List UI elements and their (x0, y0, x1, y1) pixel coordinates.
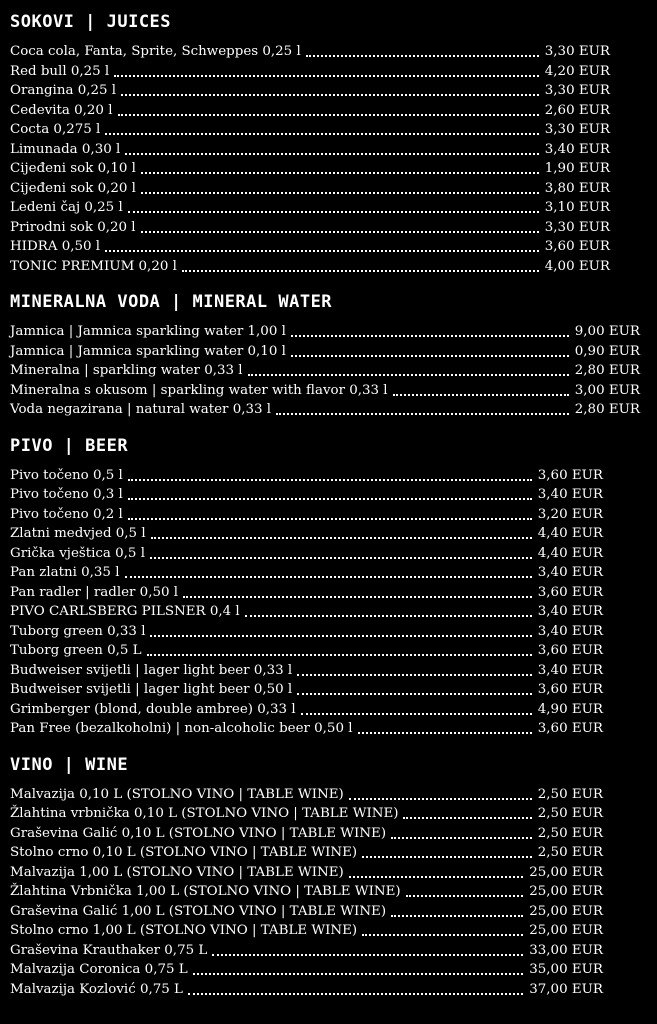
dot-leader (297, 680, 532, 695)
item-name: Grimberger (blond, double ambree) 0,33 l (10, 700, 299, 720)
menu-item (10, 863, 650, 883)
menu-item (10, 485, 650, 505)
item-price: 3,40 EUR (536, 622, 603, 642)
dot-leader (150, 544, 532, 559)
item-name: Jamnica | Jamnica sparkling water 1,00 l (10, 322, 289, 342)
dot-leader (125, 140, 539, 155)
section-wine (10, 753, 650, 1000)
dot-leader (128, 198, 539, 213)
item-price: 25,00 EUR (527, 902, 603, 922)
item-name: Mineralna s okusom | sparkling water with flavor 0,33 l (10, 381, 391, 401)
menu-item (10, 466, 650, 486)
menu-item (10, 237, 650, 257)
item-price: 1,90 EUR (543, 159, 610, 179)
menu-item (10, 120, 650, 140)
item-name: Mineralna | sparkling water 0,33 l (10, 361, 246, 381)
item-price: 3,60 EUR (536, 466, 603, 486)
dot-leader (291, 342, 569, 357)
section-mineral-water (10, 290, 650, 420)
item-name: Malvazija Coronica 0,75 L (10, 960, 191, 980)
item-price: 2,80 EUR (573, 361, 640, 381)
section-title: MINERALNA VODA | MINERAL WATER (10, 292, 333, 312)
dot-leader (128, 485, 532, 500)
dot-leader (147, 641, 532, 656)
item-price: 3,60 EUR (536, 641, 603, 661)
dot-leader (183, 583, 532, 598)
menu-item (10, 902, 650, 922)
menu-item (10, 804, 650, 824)
menu-item (10, 198, 650, 218)
menu-item (10, 882, 650, 902)
dot-leader (193, 960, 524, 975)
menu-item (10, 563, 650, 583)
item-name: Cijeđeni sok 0,10 l (10, 159, 139, 179)
item-price: 3,40 EUR (536, 485, 603, 505)
menu-item (10, 42, 650, 62)
item-price: 3,80 EUR (543, 179, 610, 199)
item-price: 3,30 EUR (543, 120, 610, 140)
item-price: 3,40 EUR (536, 661, 603, 681)
dot-leader (141, 179, 539, 194)
dot-leader (105, 120, 538, 135)
item-price: 3,60 EUR (536, 583, 603, 603)
menu-item (10, 101, 650, 121)
item-name: Graševina Galić 0,10 L (STOLNO VINO | TABLE WINE) (10, 824, 389, 844)
item-name: Cijeđeni sok 0,20 l (10, 179, 139, 199)
item-price: 25,00 EUR (527, 921, 603, 941)
dot-leader (301, 700, 532, 715)
menu-item (10, 824, 650, 844)
menu-item (10, 960, 650, 980)
item-price: 3,30 EUR (543, 218, 610, 238)
dot-leader (297, 661, 532, 676)
menu-item (10, 524, 650, 544)
menu-item (10, 159, 650, 179)
item-price: 37,00 EUR (527, 980, 603, 1000)
dot-leader (141, 218, 539, 233)
dot-leader (118, 101, 539, 116)
dot-leader (358, 719, 532, 734)
item-name: Budweiser svijetli | lager light beer 0,33 l (10, 661, 295, 681)
item-price: 4,20 EUR (543, 62, 610, 82)
item-name: Pan radler | radler 0,50 l (10, 583, 181, 603)
dot-leader (291, 322, 569, 337)
drinks-menu (10, 10, 650, 1013)
item-price: 3,30 EUR (543, 42, 610, 62)
dot-leader (121, 81, 539, 96)
menu-item (10, 921, 650, 941)
item-name: Pivo točeno 0,3 l (10, 485, 126, 505)
item-price: 25,00 EUR (527, 863, 603, 883)
item-name: Žlahtina Vrbnička 1,00 L (STOLNO VINO | TABLE WINE) (10, 882, 404, 902)
menu-item (10, 843, 650, 863)
menu-item (10, 622, 650, 642)
menu-item (10, 62, 650, 82)
menu-item (10, 700, 650, 720)
item-name: Cocta 0,275 l (10, 120, 103, 140)
dot-leader (150, 622, 531, 637)
item-price: 4,40 EUR (536, 524, 603, 544)
dot-leader (141, 159, 539, 174)
dot-leader (391, 902, 523, 917)
menu-item (10, 719, 650, 739)
menu-item (10, 361, 650, 381)
item-name: Coca cola, Fanta, Sprite, Schweppes 0,25 l (10, 42, 304, 62)
item-name: TONIC PREMIUM 0,20 l (10, 257, 180, 277)
dot-leader (114, 62, 539, 77)
item-name: Jamnica | Jamnica sparkling water 0,10 l (10, 342, 289, 362)
menu-item (10, 322, 650, 342)
menu-item (10, 583, 650, 603)
item-name: Pivo točeno 0,5 l (10, 466, 126, 486)
dot-leader (276, 400, 569, 415)
dot-leader (349, 785, 532, 800)
item-name: Budweiser svijetli | lager light beer 0,50 l (10, 680, 295, 700)
dot-leader (391, 824, 532, 839)
item-price: 2,50 EUR (536, 785, 603, 805)
menu-item (10, 140, 650, 160)
item-price: 3,30 EUR (543, 81, 610, 101)
menu-item (10, 544, 650, 564)
item-price: 2,50 EUR (536, 843, 603, 863)
item-name: Malvazija Kozlović 0,75 L (10, 980, 186, 1000)
menu-item (10, 661, 650, 681)
item-price: 2,80 EUR (573, 400, 640, 420)
dot-leader (393, 381, 569, 396)
item-price: 35,00 EUR (527, 960, 603, 980)
dot-leader (406, 882, 524, 897)
dot-leader (125, 563, 532, 578)
item-name: Stolno crno 0,10 L (STOLNO VINO | TABLE WINE) (10, 843, 360, 863)
dot-leader (188, 980, 523, 995)
item-price: 2,50 EUR (536, 824, 603, 844)
item-name: Cedevita 0,20 l (10, 101, 116, 121)
item-list (10, 42, 650, 276)
dot-leader (403, 804, 531, 819)
menu-item (10, 980, 650, 1000)
item-price: 4,40 EUR (536, 544, 603, 564)
item-name: Žlahtina vrbnička 0,10 L (STOLNO VINO | TABLE WINE) (10, 804, 401, 824)
item-name: Limunada 0,30 l (10, 140, 123, 160)
item-price: 3,60 EUR (543, 237, 610, 257)
item-price: 4,90 EUR (536, 700, 603, 720)
item-name: HIDRA 0,50 l (10, 237, 103, 257)
item-name: PIVO CARLSBERG PILSNER 0,4 l (10, 602, 243, 622)
item-name: Stolno crno 1,00 L (STOLNO VINO | TABLE WINE) (10, 921, 360, 941)
item-price: 33,00 EUR (527, 941, 603, 961)
item-list (10, 466, 650, 739)
item-price: 3,40 EUR (543, 140, 610, 160)
item-price: 25,00 EUR (527, 882, 603, 902)
section-juices (10, 10, 650, 276)
menu-item (10, 381, 650, 401)
item-name: Malvazija 1,00 L (STOLNO VINO | TABLE WINE) (10, 863, 347, 883)
item-name: Malvazija 0,10 L (STOLNO VINO | TABLE WINE) (10, 785, 347, 805)
item-price: 3,20 EUR (536, 505, 603, 525)
dot-leader (182, 257, 539, 272)
menu-item (10, 218, 650, 238)
item-price: 0,90 EUR (573, 342, 640, 362)
menu-item (10, 785, 650, 805)
dot-leader (248, 361, 569, 376)
item-price: 2,50 EUR (536, 804, 603, 824)
menu-item (10, 602, 650, 622)
item-name: Orangina 0,25 l (10, 81, 119, 101)
menu-item (10, 680, 650, 700)
menu-item (10, 641, 650, 661)
menu-item (10, 81, 650, 101)
item-name: Prirodni sok 0,20 l (10, 218, 139, 238)
item-name: Pivo točeno 0,2 l (10, 505, 126, 525)
item-name: Voda negazirana | natural water 0,33 l (10, 400, 274, 420)
dot-leader (128, 466, 532, 481)
item-name: Ledeni čaj 0,25 l (10, 198, 126, 218)
item-price: 3,40 EUR (536, 602, 603, 622)
menu-item (10, 257, 650, 277)
dot-leader (128, 505, 532, 520)
menu-item (10, 342, 650, 362)
item-price: 3,00 EUR (573, 381, 640, 401)
item-price: 3,60 EUR (536, 680, 603, 700)
item-price: 3,40 EUR (536, 563, 603, 583)
section-title: PIVO | BEER (10, 435, 129, 456)
dot-leader (362, 921, 523, 936)
menu-item (10, 179, 650, 199)
dot-leader (212, 941, 523, 956)
item-list (10, 785, 650, 1000)
item-price: 4,00 EUR (543, 257, 610, 277)
item-name: Pan zlatni 0,35 l (10, 563, 123, 583)
section-title: SOKOVI | JUICES (10, 12, 172, 32)
dot-leader (105, 237, 539, 252)
item-list (10, 322, 650, 420)
item-name: Red bull 0,25 l (10, 62, 112, 82)
item-name: Zlatni medvjed 0,5 l (10, 524, 149, 544)
item-price: 3,10 EUR (543, 198, 610, 218)
menu-item (10, 505, 650, 525)
dot-leader (151, 524, 532, 539)
menu-item (10, 400, 650, 420)
dot-leader (362, 843, 532, 858)
item-name: Graševina Galić 1,00 L (STOLNO VINO | TABLE WINE) (10, 902, 389, 922)
menu-item (10, 941, 650, 961)
section-title: VINO | WINE (10, 754, 129, 775)
section-beer (10, 434, 650, 739)
item-name: Tuborg green 0,33 l (10, 622, 148, 642)
item-price: 2,60 EUR (543, 101, 610, 121)
item-name: Grička vještica 0,5 l (10, 544, 148, 564)
dot-leader (245, 602, 532, 617)
dot-leader (349, 863, 524, 878)
item-name: Tuborg green 0,5 L (10, 641, 145, 661)
item-price: 3,60 EUR (536, 719, 603, 739)
item-price: 9,00 EUR (573, 322, 640, 342)
item-name: Graševina Krauthaker 0,75 L (10, 941, 210, 961)
item-name: Pan Free (bezalkoholni) | non-alcoholic beer 0,50 l (10, 719, 356, 739)
dot-leader (306, 42, 539, 57)
